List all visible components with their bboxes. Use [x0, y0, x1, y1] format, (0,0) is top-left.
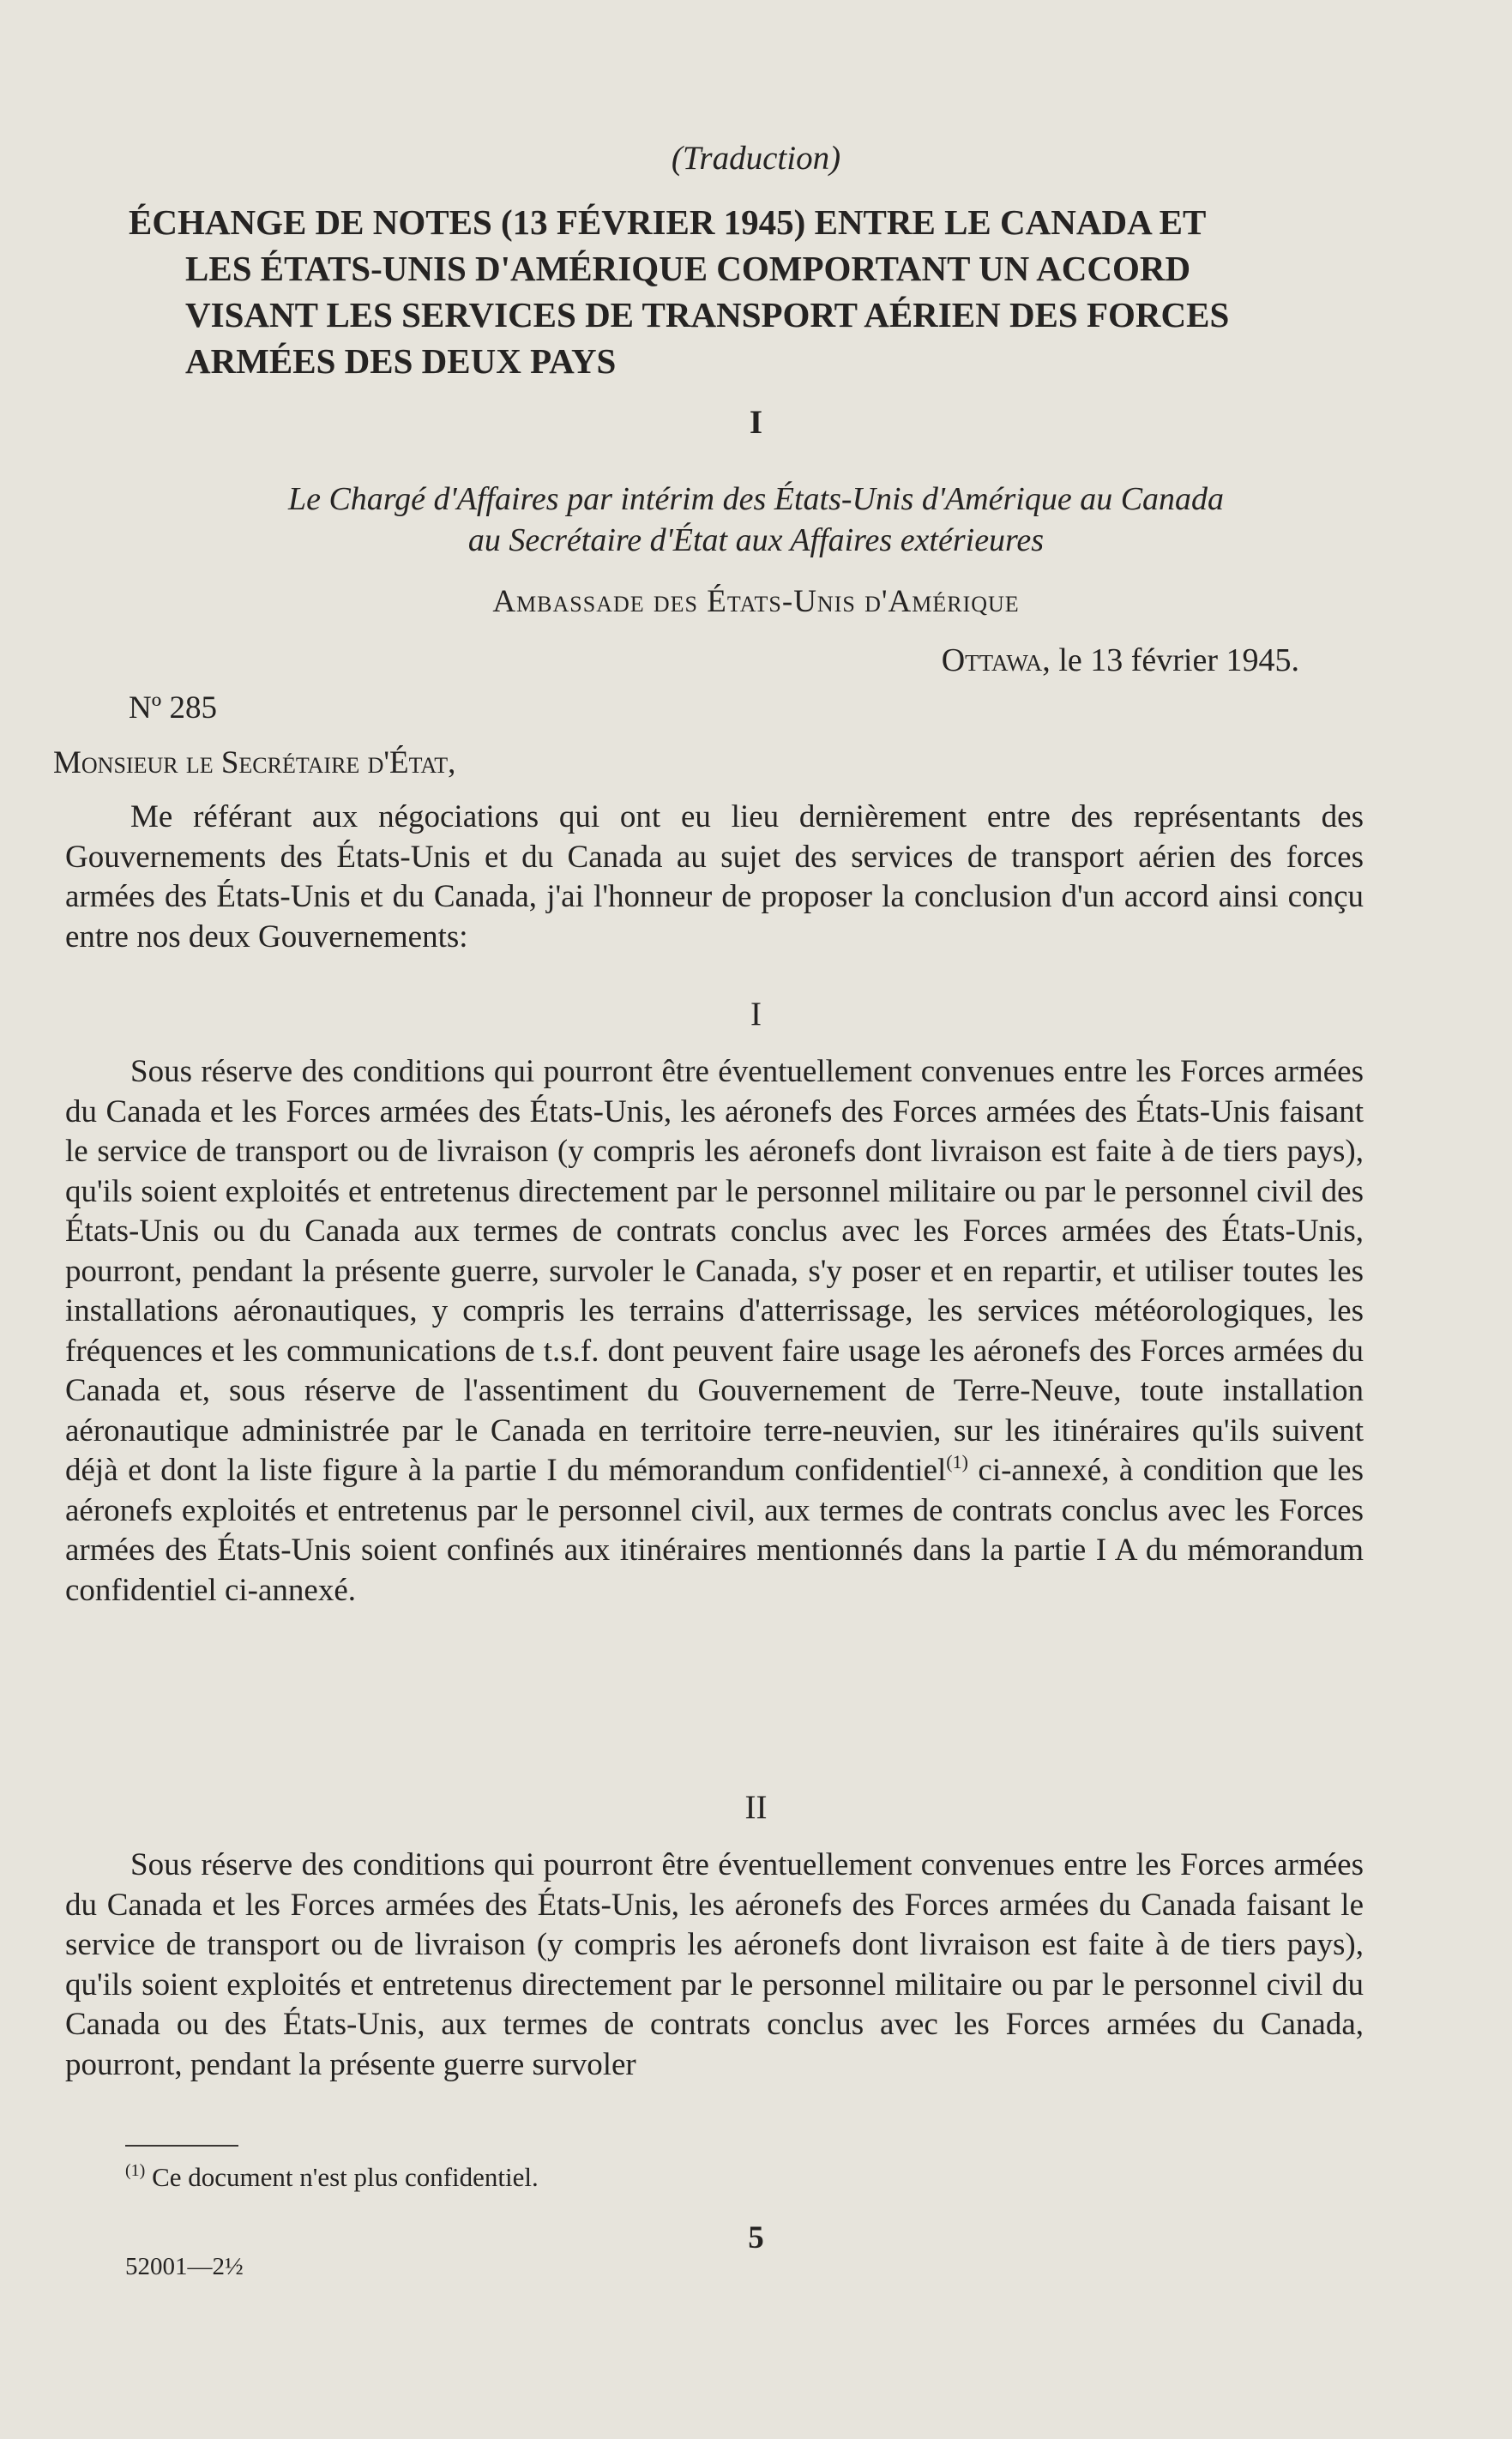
date-text: le 13 février 1945.: [1050, 642, 1299, 678]
footnote-mark: (1): [125, 2161, 146, 2180]
page-number: 5: [748, 2220, 764, 2255]
sender-line: Le Chargé d'Affaires par intérim des États-Unis d'Amérique au Canada: [287, 481, 1225, 517]
footnote-text: Ce document n'est plus confidentiel.: [145, 2162, 539, 2192]
article-1-text-continued: ci-annexé, à condition que les aéronefs exploités et entretenus par le personnel civil, aux termes de contrats conclus avec les Forces armées des États-Unis soient confinés aux itinéraires mentionnés dans la partie I A du mémorandum confidentiel ci-annexé.: [65, 1453, 1364, 1608]
footnote: [125, 2161, 1240, 2193]
footnote-divider: [125, 2145, 238, 2147]
article-1-text: Sous réserve des conditions qui pourront être éventuellement convenues entre les Forces armées du Canada et les Forces armées des États-Unis, les aéronefs des Forces armées des États-Unis faisant le service de transport ou de livraison (y compris les aéronefs dont livraison est faite à de tiers pays), qu'ils soient exploités et entretenus directement par le personnel militaire ou par le personnel civil des États-Unis ou du Canada aux termes de contrats conclus avec les Forces armées des États-Unis, pourront, pendant la présente guerre, survoler le Canada, s'y poser et en repartir, et utiliser toutes les installations aéronautiques, y compris les terrains d'atterrissage, les services météorologiques, les fréquences et les communications de t.s.f. dont peuvent faire usage les aéronefs des Forces armées du Canada et, sous réserve de l'assentiment du Gouvernement de Terre-Neuve, toute installation aéronautique administrée par le Canada en territoire terre-neuvien, sur les itinéraires qu'ils suivent déjà et dont la liste figure à la partie I du mémorandum confidentiel: [65, 1054, 1364, 1488]
translation-note: (Traduction): [671, 140, 841, 177]
sender-recipient: [0, 479, 1512, 561]
title-line: ÉCHANGE DE NOTES (13 FÉVRIER 1945) ENTRE LE CANADA ET: [129, 202, 1207, 242]
date-place: Ottawa,: [941, 642, 1051, 678]
recipient-line: au Secrétaire d'État aux Affaires extérieures: [467, 522, 1045, 558]
reference-number: Nº 285: [129, 690, 217, 726]
article-2-numeral: II: [744, 1789, 768, 1826]
letter-date: [823, 641, 1299, 679]
embassy-heading: Ambassade des États-Unis d'Amérique: [492, 584, 1020, 619]
article-1-numeral: I: [750, 996, 762, 1033]
title-line: ARMÉES DES DEUX PAYS: [185, 341, 617, 381]
article-1-paragraph: [65, 1052, 1364, 1611]
title-line: VISANT LES SERVICES DE TRANSPORT AÉRIEN DES FORCES: [185, 295, 1230, 334]
title-line: LES ÉTATS-UNIS D'AMÉRIQUE COMPORTANT UN ACCORD: [185, 249, 1191, 288]
article-2-paragraph: Sous réserve des conditions qui pourront être éventuellement convenues entre les Forces armées du Canada et les Forces armées des États-Unis, les aéronefs des Forces armées du Canada faisant le service de transport ou de livraison (y compris les aéronefs dont livraison est faite à de tiers pays), qu'ils soient exploités et entretenus directement par le personnel militaire ou par le personnel civil du Canada ou des États-Unis, aux termes de contrats conclus avec les Forces armées du Canada, pourront, pendant la présente guerre survoler: [65, 1847, 1364, 2082]
footnote-reference: (1): [946, 1451, 968, 1472]
section-numeral: I: [749, 404, 763, 441]
print-code: 52001—2½: [125, 2253, 244, 2280]
intro-paragraph: Me référant aux négociations qui ont eu lieu dernièrement entre des représentants des Gouvernements des États-Unis et du Canada au sujet des services de transport aérien des forces armées des États-Unis et du Canada, j'ai l'honneur de proposer la conclusion d'un accord ainsi conçu entre nos deux Gouvernements:: [65, 799, 1364, 955]
document-title: [129, 199, 1355, 384]
salutation: Monsieur le Secrétaire d'État,: [53, 745, 456, 780]
